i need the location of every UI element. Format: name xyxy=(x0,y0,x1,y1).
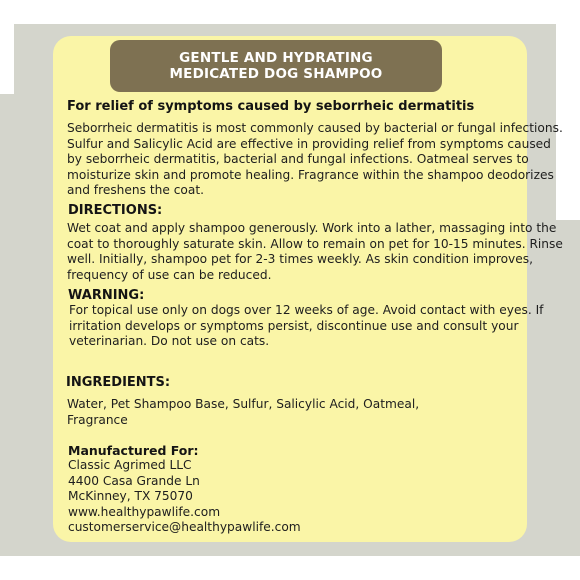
description-line: moisturize skin and promote healing. Fragrance within the shampoo deodorizes xyxy=(67,167,554,182)
ingredients-heading: INGREDIENTS: xyxy=(66,375,171,390)
product-title-line-2: MEDICATED DOG SHAMPOO xyxy=(169,66,383,82)
manufacturer-name: Classic Agrimed LLC xyxy=(68,458,192,472)
ingredients-block xyxy=(67,397,419,428)
manufacturer-block xyxy=(68,458,301,536)
warning-line: veterinarian. Do not use on cats. xyxy=(69,334,270,349)
description-line: Seborrheic dermatitis is most commonly caused by bacterial or fungal infections. xyxy=(67,121,563,135)
description-line: Sulfur and Salicylic Acid are effective in providing relief from symptoms caused xyxy=(67,136,551,151)
warning-heading: WARNING: xyxy=(68,288,145,303)
warning-block xyxy=(69,303,543,350)
manufacturer-street: 4400 Casa Grande Ln xyxy=(68,473,200,488)
description-line: by seborrheic dermatitis, bacterial and fungal infections. Oatmeal serves to xyxy=(67,152,529,167)
product-title-banner xyxy=(110,40,442,92)
description-block xyxy=(67,121,563,199)
directions-line: Wet coat and apply shampoo generously. Work into a lather, massaging into the xyxy=(67,221,557,235)
product-title-line-1: GENTLE AND HYDRATING xyxy=(179,50,373,66)
manufacturer-heading: Manufactured For: xyxy=(68,443,199,458)
directions-line: frequency of use can be reduced. xyxy=(67,267,272,282)
directions-block xyxy=(67,221,563,283)
warning-line: For topical use only on dogs over 12 weeks of age. Avoid contact with eyes. If xyxy=(69,303,544,317)
ingredients-line: Water, Pet Shampoo Base, Sulfur, Salicylic Acid, Oatmeal, xyxy=(67,397,420,411)
relief-heading: For relief of symptoms caused by seborrheic dermatitis xyxy=(67,99,475,114)
manufacturer-website: www.healthypawlife.com xyxy=(68,504,221,519)
directions-line: well. Initially, shampoo pet for 2-3 times weekly. As skin condition improves, xyxy=(67,252,533,267)
ingredients-line: Fragrance xyxy=(67,412,128,427)
manufacturer-email: customerservice@healthypawlife.com xyxy=(68,520,301,535)
background-notch xyxy=(0,24,14,94)
description-line: and freshens the coat. xyxy=(67,183,205,198)
directions-heading: DIRECTIONS: xyxy=(68,203,163,218)
directions-line: coat to thoroughly saturate skin. Allow to remain on pet for 10-15 minutes. Rinse xyxy=(67,236,563,251)
manufacturer-city: McKinney, TX 75070 xyxy=(68,489,193,504)
warning-line: irritation develops or symptoms persist, discontinue use and consult your xyxy=(69,318,519,333)
